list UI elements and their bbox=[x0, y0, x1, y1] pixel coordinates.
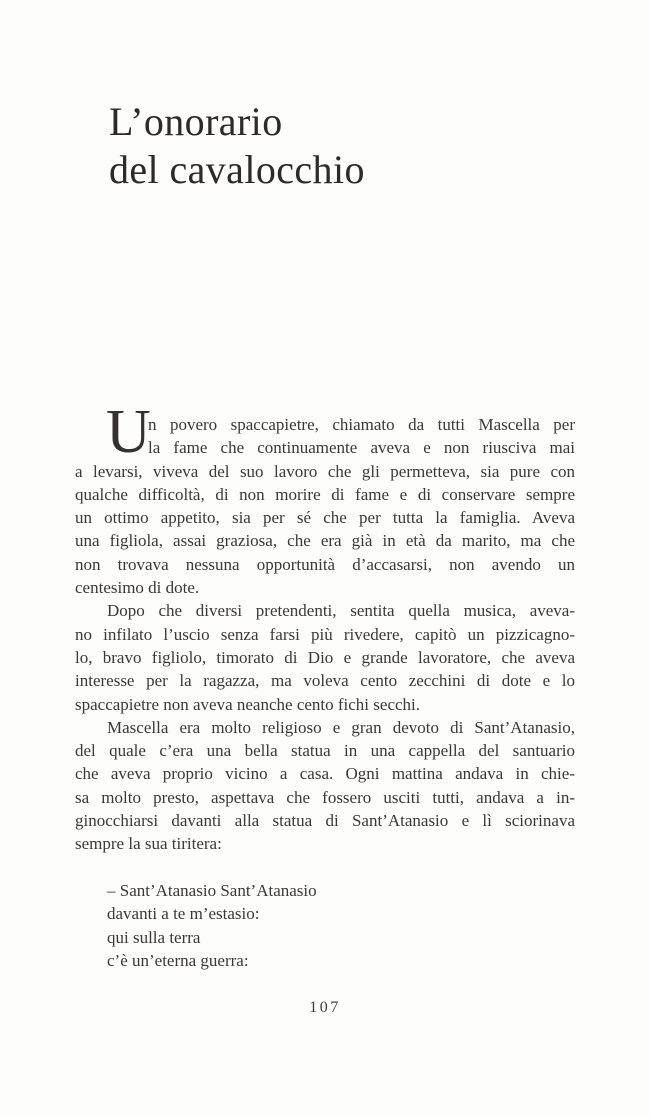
body-line: spaccapietre non aveva neanche cento fichi secchi. bbox=[75, 694, 421, 714]
body-line: a levarsi, viveva del suo lavoro che gli permetteva, sia pure con bbox=[75, 461, 575, 481]
body-line: n povero spaccapietre, chiamato da tutti Mascella per bbox=[148, 415, 575, 434]
body-line: interesse per la ragazza, ma voleva cento zecchini di dote e lo bbox=[75, 671, 575, 691]
verse-line: davanti a te m’estasio: bbox=[107, 904, 260, 924]
verse-line: c’è un’eterna guerra: bbox=[107, 950, 249, 970]
chapter-title-line-2: del cavalocchio bbox=[109, 147, 365, 192]
body-line: non trovava nessuna opportunità d’accasarsi, non avendo un bbox=[75, 554, 575, 574]
body-line: centesimo di dote. bbox=[75, 578, 200, 598]
body-line: Mascella era molto religioso e gran devoto di Sant’Atanasio, bbox=[107, 717, 575, 737]
body-line: sa molto presto, aspettava che fossero usciti tutti, andava a in- bbox=[75, 787, 575, 807]
body-line: no infilato l’uscio senza farsi più rivedere, capitò un pizzicagno- bbox=[75, 624, 575, 644]
verse bbox=[75, 879, 575, 972]
verse-line: – Sant’Atanasio Sant’Atanasio bbox=[107, 880, 317, 900]
body-line: una figliola, assai graziosa, che era già in età da marito, ma che bbox=[75, 531, 575, 551]
drop-cap: U bbox=[106, 398, 151, 466]
body-line: sempre la sua tiritera: bbox=[75, 834, 222, 854]
body-line: ginocchiarsi davanti alla statua di Sant’Atanasio e lì sciorinava bbox=[75, 811, 575, 831]
body-line: che aveva proprio vicino a casa. Ogni mattina andava in chie- bbox=[75, 764, 575, 784]
body-line: la fame che continuamente aveva e non riusciva mai bbox=[148, 438, 575, 458]
page-number: 107 bbox=[309, 999, 341, 1016]
chapter-title-line-1: L’onorario bbox=[109, 99, 283, 144]
body-line: lo, bravo figliolo, timorato di Dio e grande lavoratore, che aveva bbox=[75, 647, 575, 667]
verse-line: qui sulla terra bbox=[107, 927, 201, 947]
body-line: del quale c’era una bella statua in una cappella del santuario bbox=[75, 741, 575, 761]
body-line: qualche difficoltà, di non morire di fame e di conservare sempre bbox=[75, 484, 575, 504]
body-text bbox=[75, 398, 575, 972]
body-line: un ottimo appetito, sia per sé che per tutta la famiglia. Aveva bbox=[75, 508, 575, 528]
chapter-title bbox=[109, 98, 365, 194]
body-line: Dopo che diversi pretendenti, sentita quella musica, aveva- bbox=[107, 601, 575, 621]
